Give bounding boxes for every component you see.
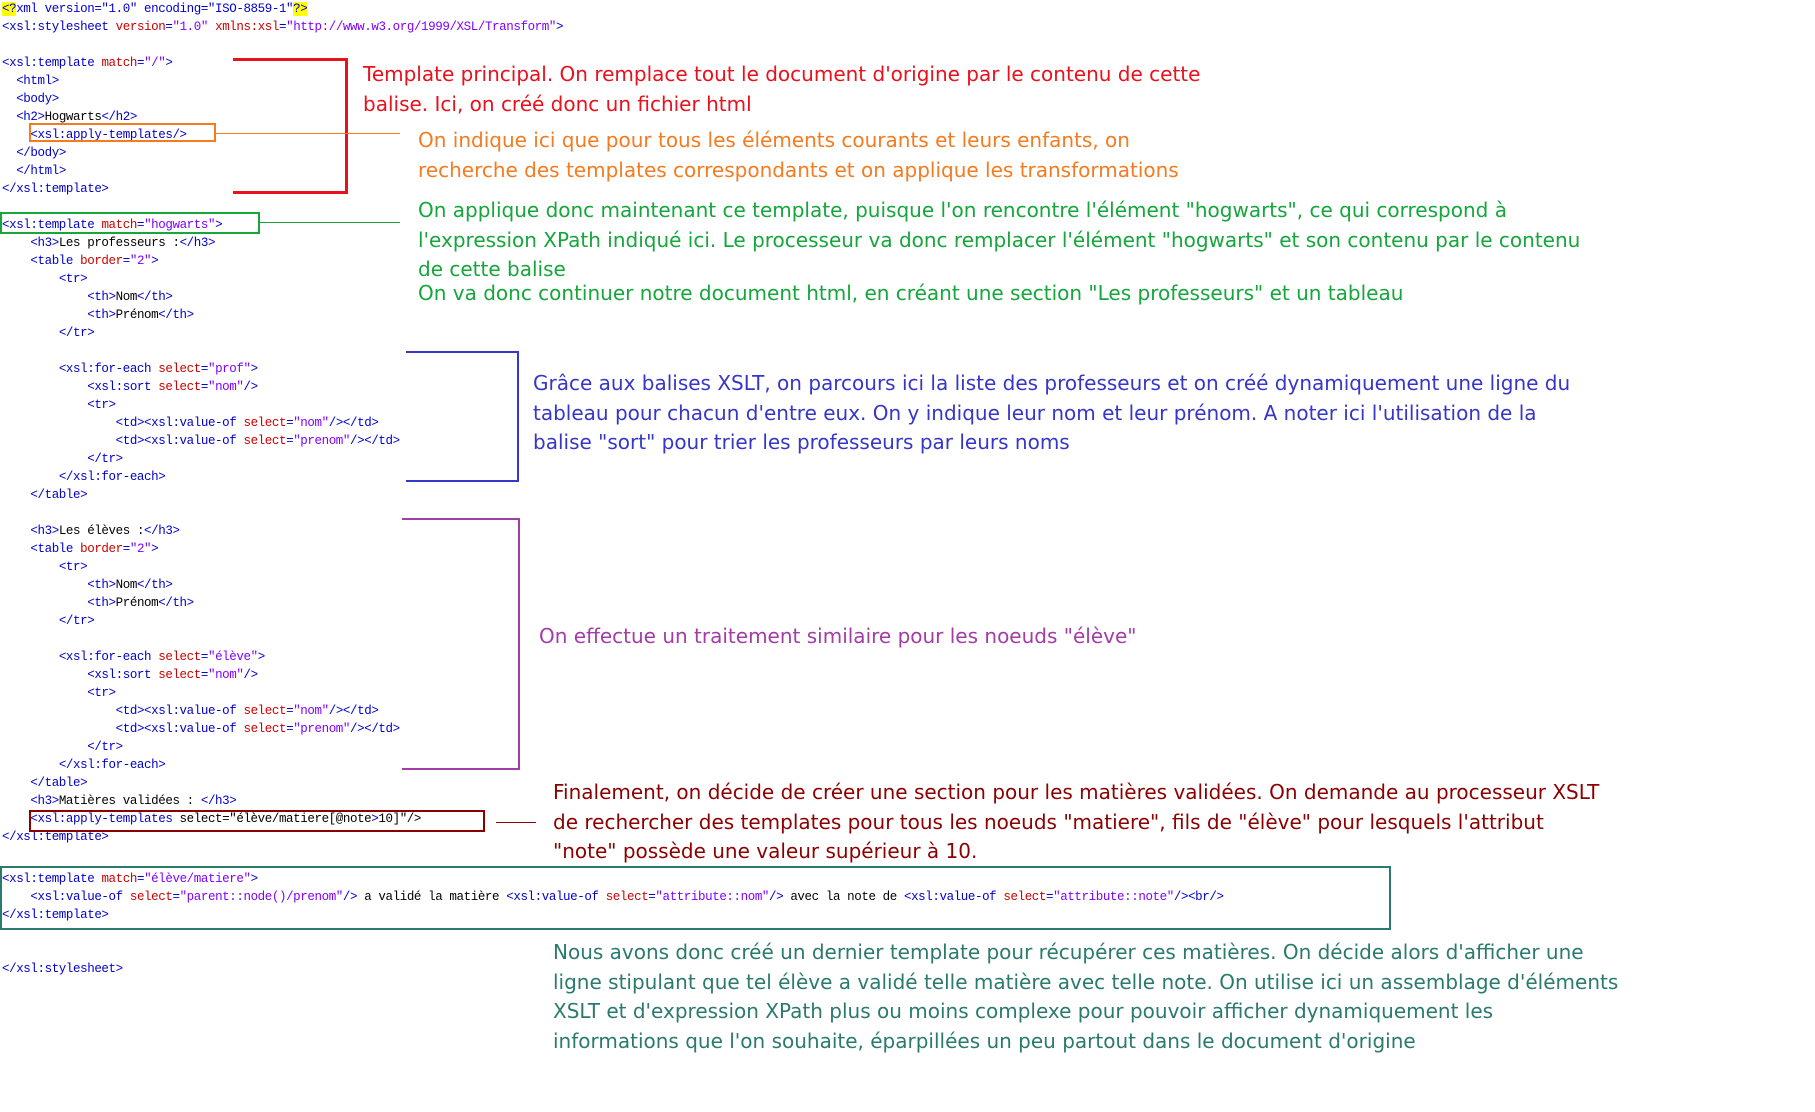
green-note-line-2: l'expression XPath indiqué ici. Le processeur va donc remplacer l'élément "hogwarts" et son contenu par le contenu <box>418 227 1581 252</box>
code-line: <tr> <box>58 272 88 286</box>
code-line: <xsl:sort select="nom"/> <box>87 668 258 682</box>
code-line: <td><xsl:value-of select="nom"/></td> <box>115 704 379 718</box>
purple-bracket <box>402 518 520 770</box>
code-line: <xsl:apply-templates/> <box>30 128 187 142</box>
darkred-note <box>553 778 1599 867</box>
red-note-line-2: balise. Ici, on créé donc un fichier html <box>363 91 752 116</box>
stylesheet-close: </xsl:stylesheet> <box>2 962 123 976</box>
teal-note-line-2: ligne stipulant que tel élève a validé telle matière avec telle note. On utilise ici un assemblage d'éléments <box>553 969 1619 994</box>
code-line: </tr> <box>58 326 95 340</box>
code-line: <tr> <box>87 398 116 412</box>
code-line: <h3>Matières validées : </h3> <box>30 794 237 808</box>
code-line: </xsl:template> <box>2 830 109 844</box>
code-line: </body> <box>16 146 66 160</box>
code-line: </xsl:for-each> <box>58 758 166 772</box>
code-line: <td><xsl:value-of select="prenom"/></td> <box>115 434 400 448</box>
red-note-line-1: Template principal. On remplace tout le document d'origine par le contenu de cette <box>363 62 1201 86</box>
purple-note: On effectue un traitement similaire pour les noeuds "élève" <box>539 624 1137 648</box>
code-line: <xsl:template match="/"> <box>2 56 173 70</box>
green-line <box>260 222 400 223</box>
code-line: <th>Nom</th> <box>87 290 173 304</box>
code-line: <html> <box>16 74 59 88</box>
code-line: </tr> <box>58 614 95 628</box>
code-line: <table border="2"> <box>30 542 159 556</box>
blue-note <box>533 369 1570 458</box>
code-line: </xsl:for-each> <box>58 470 166 484</box>
code-line: <h3>Les élèves :</h3> <box>30 524 180 538</box>
code-line: <table border="2"> <box>30 254 159 268</box>
red-bracket <box>233 58 348 194</box>
code-line: <tr> <box>58 560 88 574</box>
blue-note-line-2: tableau pour chacun d'entre eux. On y indique leur nom et leur prénom. A noter ici l'utilisation de la <box>533 400 1537 425</box>
code-line <box>2 342 421 360</box>
stylesheet-close-line <box>2 960 123 978</box>
code-line: </table> <box>30 776 88 790</box>
green-note <box>418 196 1580 285</box>
green-note-line-1: On applique donc maintenant ce template, puisque l'on rencontre l'élément "hogwarts", ce qui correspond à <box>418 198 1507 222</box>
code-line: <tr> <box>87 686 116 700</box>
code-line <box>2 630 421 648</box>
code-line: <xsl:sort select="nom"/> <box>87 380 258 394</box>
teal-note <box>553 938 1618 1056</box>
xml-declaration-line <box>2 0 307 18</box>
orange-note-line-2: recherche des templates correspondants et on applique les transformations <box>418 157 1179 182</box>
code-line: </tr> <box>87 740 123 754</box>
xml-decl-body: xml version="1.0" encoding="ISO-8859-1" <box>16 2 294 16</box>
code-line: <td><xsl:value-of select="prenom"/></td> <box>115 722 400 736</box>
stylesheet-open: <xsl:stylesheet version="1.0" xmlns:xsl="http://www.w3.org/1999/XSL/Transform"> <box>2 20 564 34</box>
code-line: <xsl:template match="élève/matiere"> <box>2 872 258 886</box>
code-line: </table> <box>30 488 88 502</box>
code-line: </xsl:template> <box>2 908 109 922</box>
green-note-line-3: de cette balise <box>418 257 566 281</box>
code-line: <body> <box>16 92 59 106</box>
blue-note-line-3: balise "sort" pour trier les professeurs par leurs noms <box>533 430 1070 454</box>
green-note-2: On va donc continuer notre document html, en créant une section "Les professeurs" et un tableau <box>418 281 1404 305</box>
teal-box <box>0 866 1391 930</box>
code-line: <xsl:apply-templates select="élève/matiere[@note>10]"/> <box>30 812 421 826</box>
orange-box <box>29 123 216 142</box>
code-line: <th>Prénom</th> <box>87 308 194 322</box>
teal-note-line-3: XSLT et d'expression XPath plus ou moins complexe pour pouvoir afficher dynamiquement les <box>553 999 1494 1023</box>
teal-note-line-1: Nous avons donc créé un dernier template pour récupérer ces matières. On décide alors d'afficher une <box>553 940 1584 964</box>
blue-bracket <box>406 351 519 482</box>
code-line: <xsl:for-each select="élève"> <box>58 650 265 664</box>
orange-note <box>418 126 1179 185</box>
red-note <box>363 60 1200 119</box>
code-line: <td><xsl:value-of select="nom"/></td> <box>115 416 379 430</box>
code-line: <th>Prénom</th> <box>87 596 194 610</box>
code-line: <th>Nom</th> <box>87 578 173 592</box>
stylesheet-open-line <box>2 18 563 36</box>
code-line: <xsl:template match="hogwarts"> <box>2 218 223 232</box>
code-line: <xsl:for-each select="prof"> <box>58 362 258 376</box>
darkred-box <box>29 810 485 832</box>
darkred-note-line-2: de rechercher des templates pour tous les noeuds "matiere", fils de "élève" pour lesquels l'attribut <box>553 809 1544 834</box>
darkred-note-line-3: "note" possède une valeur supérieur à 10. <box>553 839 978 863</box>
code-line: <h3>Les professeurs :</h3> <box>30 236 216 250</box>
orange-line <box>216 133 400 134</box>
darkred-note-line-1: Finalement, on décide de créer une section pour les matières validées. On demande au processeur XSLT <box>553 780 1600 804</box>
xml-decl-close: ?> <box>293 2 308 16</box>
blue-note-line-1: Grâce aux balises XSLT, on parcours ici la liste des professeurs et on créé dynamiquement une ligne du <box>533 371 1571 395</box>
code-line <box>2 504 421 522</box>
teal-note-line-4: informations que l'on souhaite, éparpillées un peu partout dans le document d'origine <box>553 1028 1416 1053</box>
code-line: </xsl:template> <box>2 182 109 196</box>
code-line: <h2>Hogwarts</h2> <box>16 110 137 124</box>
orange-note-line-1: On indique ici que pour tous les éléments courants et leurs enfants, on <box>418 128 1130 152</box>
code-line: </tr> <box>87 452 123 466</box>
darkred-line <box>496 822 536 823</box>
hogwarts-template-code <box>2 216 421 846</box>
xml-decl-open: <? <box>2 2 17 16</box>
code-line: <xsl:value-of select="parent::node()/prenom"/> a validé la matière <xsl:value-of select="attribute::nom"/> avec la note de <xsl:value-of select="attribute::note"/><br/> <box>30 890 1224 904</box>
code-line: </html> <box>16 164 66 178</box>
green-box <box>0 212 260 234</box>
